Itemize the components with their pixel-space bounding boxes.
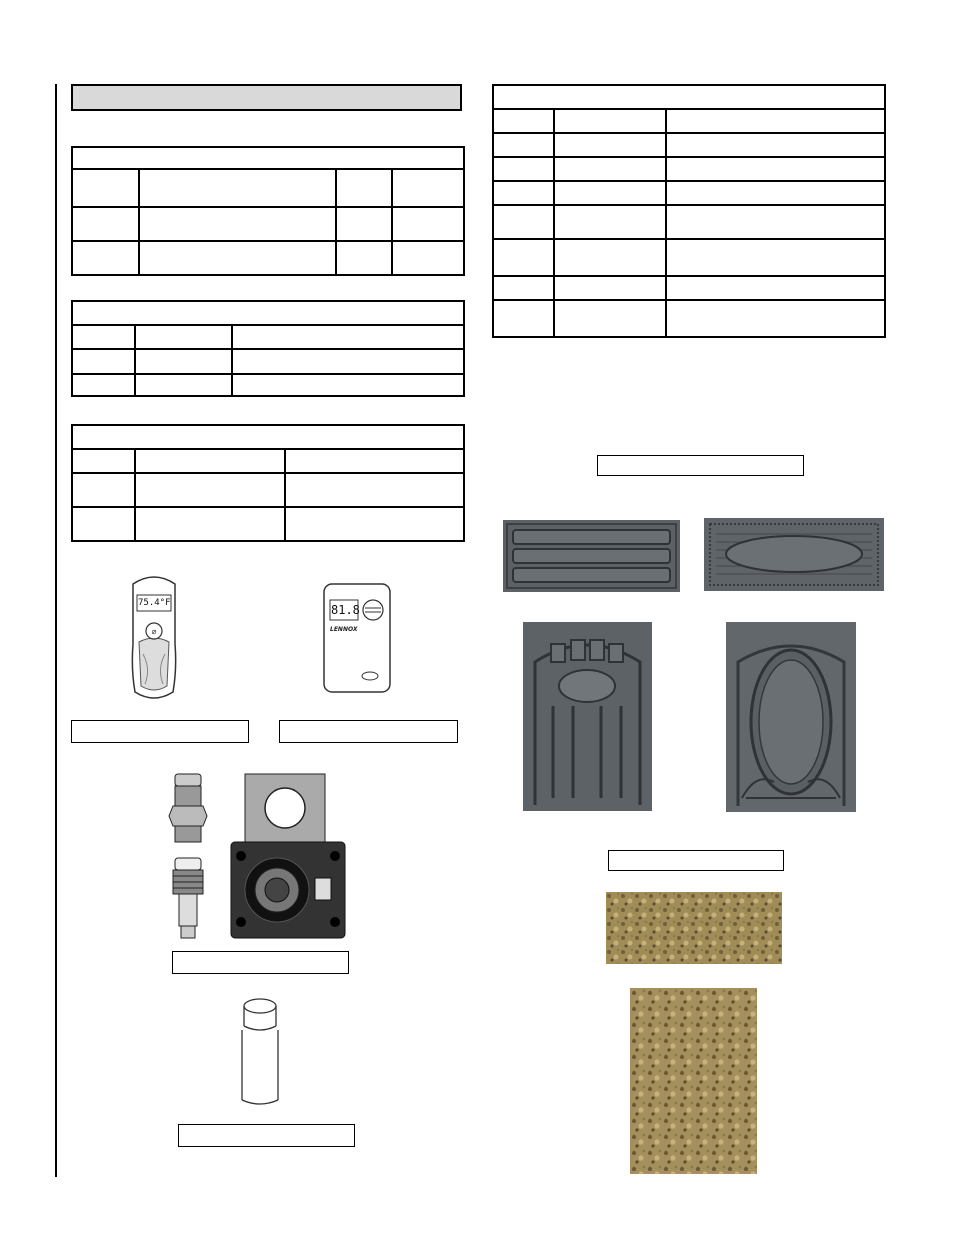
svg-text:⌀: ⌀: [151, 627, 157, 636]
wall-remote-brand: LENNOX: [330, 626, 358, 633]
table-cell: [666, 239, 885, 276]
table-cell: [493, 181, 554, 205]
table-cell: [139, 241, 336, 275]
parts-table-1: [71, 146, 465, 276]
decorative-panels-caption: [597, 455, 804, 476]
table-cell: [493, 157, 554, 181]
table-cell: [554, 300, 666, 337]
table-cell: [336, 207, 392, 241]
table-cell: [135, 349, 232, 374]
table-cell: [285, 507, 464, 541]
table-cell: [666, 109, 885, 133]
table-cell: [72, 325, 135, 349]
table-cell: [336, 241, 392, 275]
table-cell: [336, 169, 392, 207]
handheld-remote-image: [125, 574, 183, 702]
handheld-remote-caption: [71, 720, 249, 743]
parts-table-3: [71, 424, 465, 542]
table-cell: [232, 349, 464, 374]
table-cell: [135, 325, 232, 349]
table-cell: [554, 276, 666, 300]
table-title: [72, 425, 464, 449]
table-cell: [493, 276, 554, 300]
page-margin-rule: [55, 84, 57, 1177]
table-cell: [666, 300, 885, 337]
table-cell: [392, 241, 464, 275]
table-cell: [554, 133, 666, 157]
table-cell: [285, 449, 464, 473]
table-cell: [232, 325, 464, 349]
cylinder-part-caption: [178, 1124, 355, 1147]
stone-panel-vertical-image: [630, 988, 757, 1174]
stone-panel-horizontal-image: [606, 892, 782, 964]
table-cell: [392, 169, 464, 207]
table-cell: [72, 507, 135, 541]
wall-remote-display: 81.8: [331, 603, 360, 617]
table-cell: [139, 169, 336, 207]
panel-horizontal-oval-image: [704, 518, 884, 591]
panel-arched-oval-image: [726, 622, 856, 812]
table-cell: [493, 109, 554, 133]
table-cell: [554, 181, 666, 205]
table-cell: [666, 133, 885, 157]
table-cell: [72, 473, 135, 507]
table-cell: [135, 507, 285, 541]
table-cell: [72, 241, 139, 275]
table-cell: [554, 157, 666, 181]
table-cell: [554, 239, 666, 276]
valve-kit-caption: [172, 951, 349, 974]
table-cell: [72, 207, 139, 241]
cylinder-part-image: [236, 996, 284, 1108]
table-cell: [232, 374, 464, 396]
panel-arched-bars-image: [523, 622, 652, 811]
panel-horizontal-bars-image: [503, 520, 680, 592]
wall-remote-caption: [279, 720, 458, 743]
table-cell: [554, 109, 666, 133]
parts-table-2: [71, 300, 465, 397]
table-cell: [554, 205, 666, 239]
table-cell: [72, 449, 135, 473]
handheld-remote-display: 75.4°F: [138, 598, 171, 608]
table-cell: [666, 205, 885, 239]
table-cell: [135, 473, 285, 507]
table-cell: [135, 374, 232, 396]
table-cell: [493, 300, 554, 337]
table-cell: [666, 181, 885, 205]
table-title: [72, 301, 464, 325]
table-cell: [72, 349, 135, 374]
table-cell: [285, 473, 464, 507]
stone-panels-caption: [608, 850, 784, 871]
table-cell: [72, 374, 135, 396]
table-title: [493, 85, 885, 109]
table-cell: [72, 169, 139, 207]
table-cell: [666, 157, 885, 181]
parts-table-4: [492, 84, 886, 338]
table-cell: [139, 207, 336, 241]
section-header: [71, 84, 462, 111]
table-cell: [392, 207, 464, 241]
table-title: [72, 147, 464, 169]
table-cell: [493, 239, 554, 276]
table-cell: [666, 276, 885, 300]
table-cell: [493, 205, 554, 239]
table-cell: [135, 449, 285, 473]
wall-remote-image: [322, 582, 392, 694]
table-cell: [493, 133, 554, 157]
valve-kit-image: [165, 772, 350, 940]
